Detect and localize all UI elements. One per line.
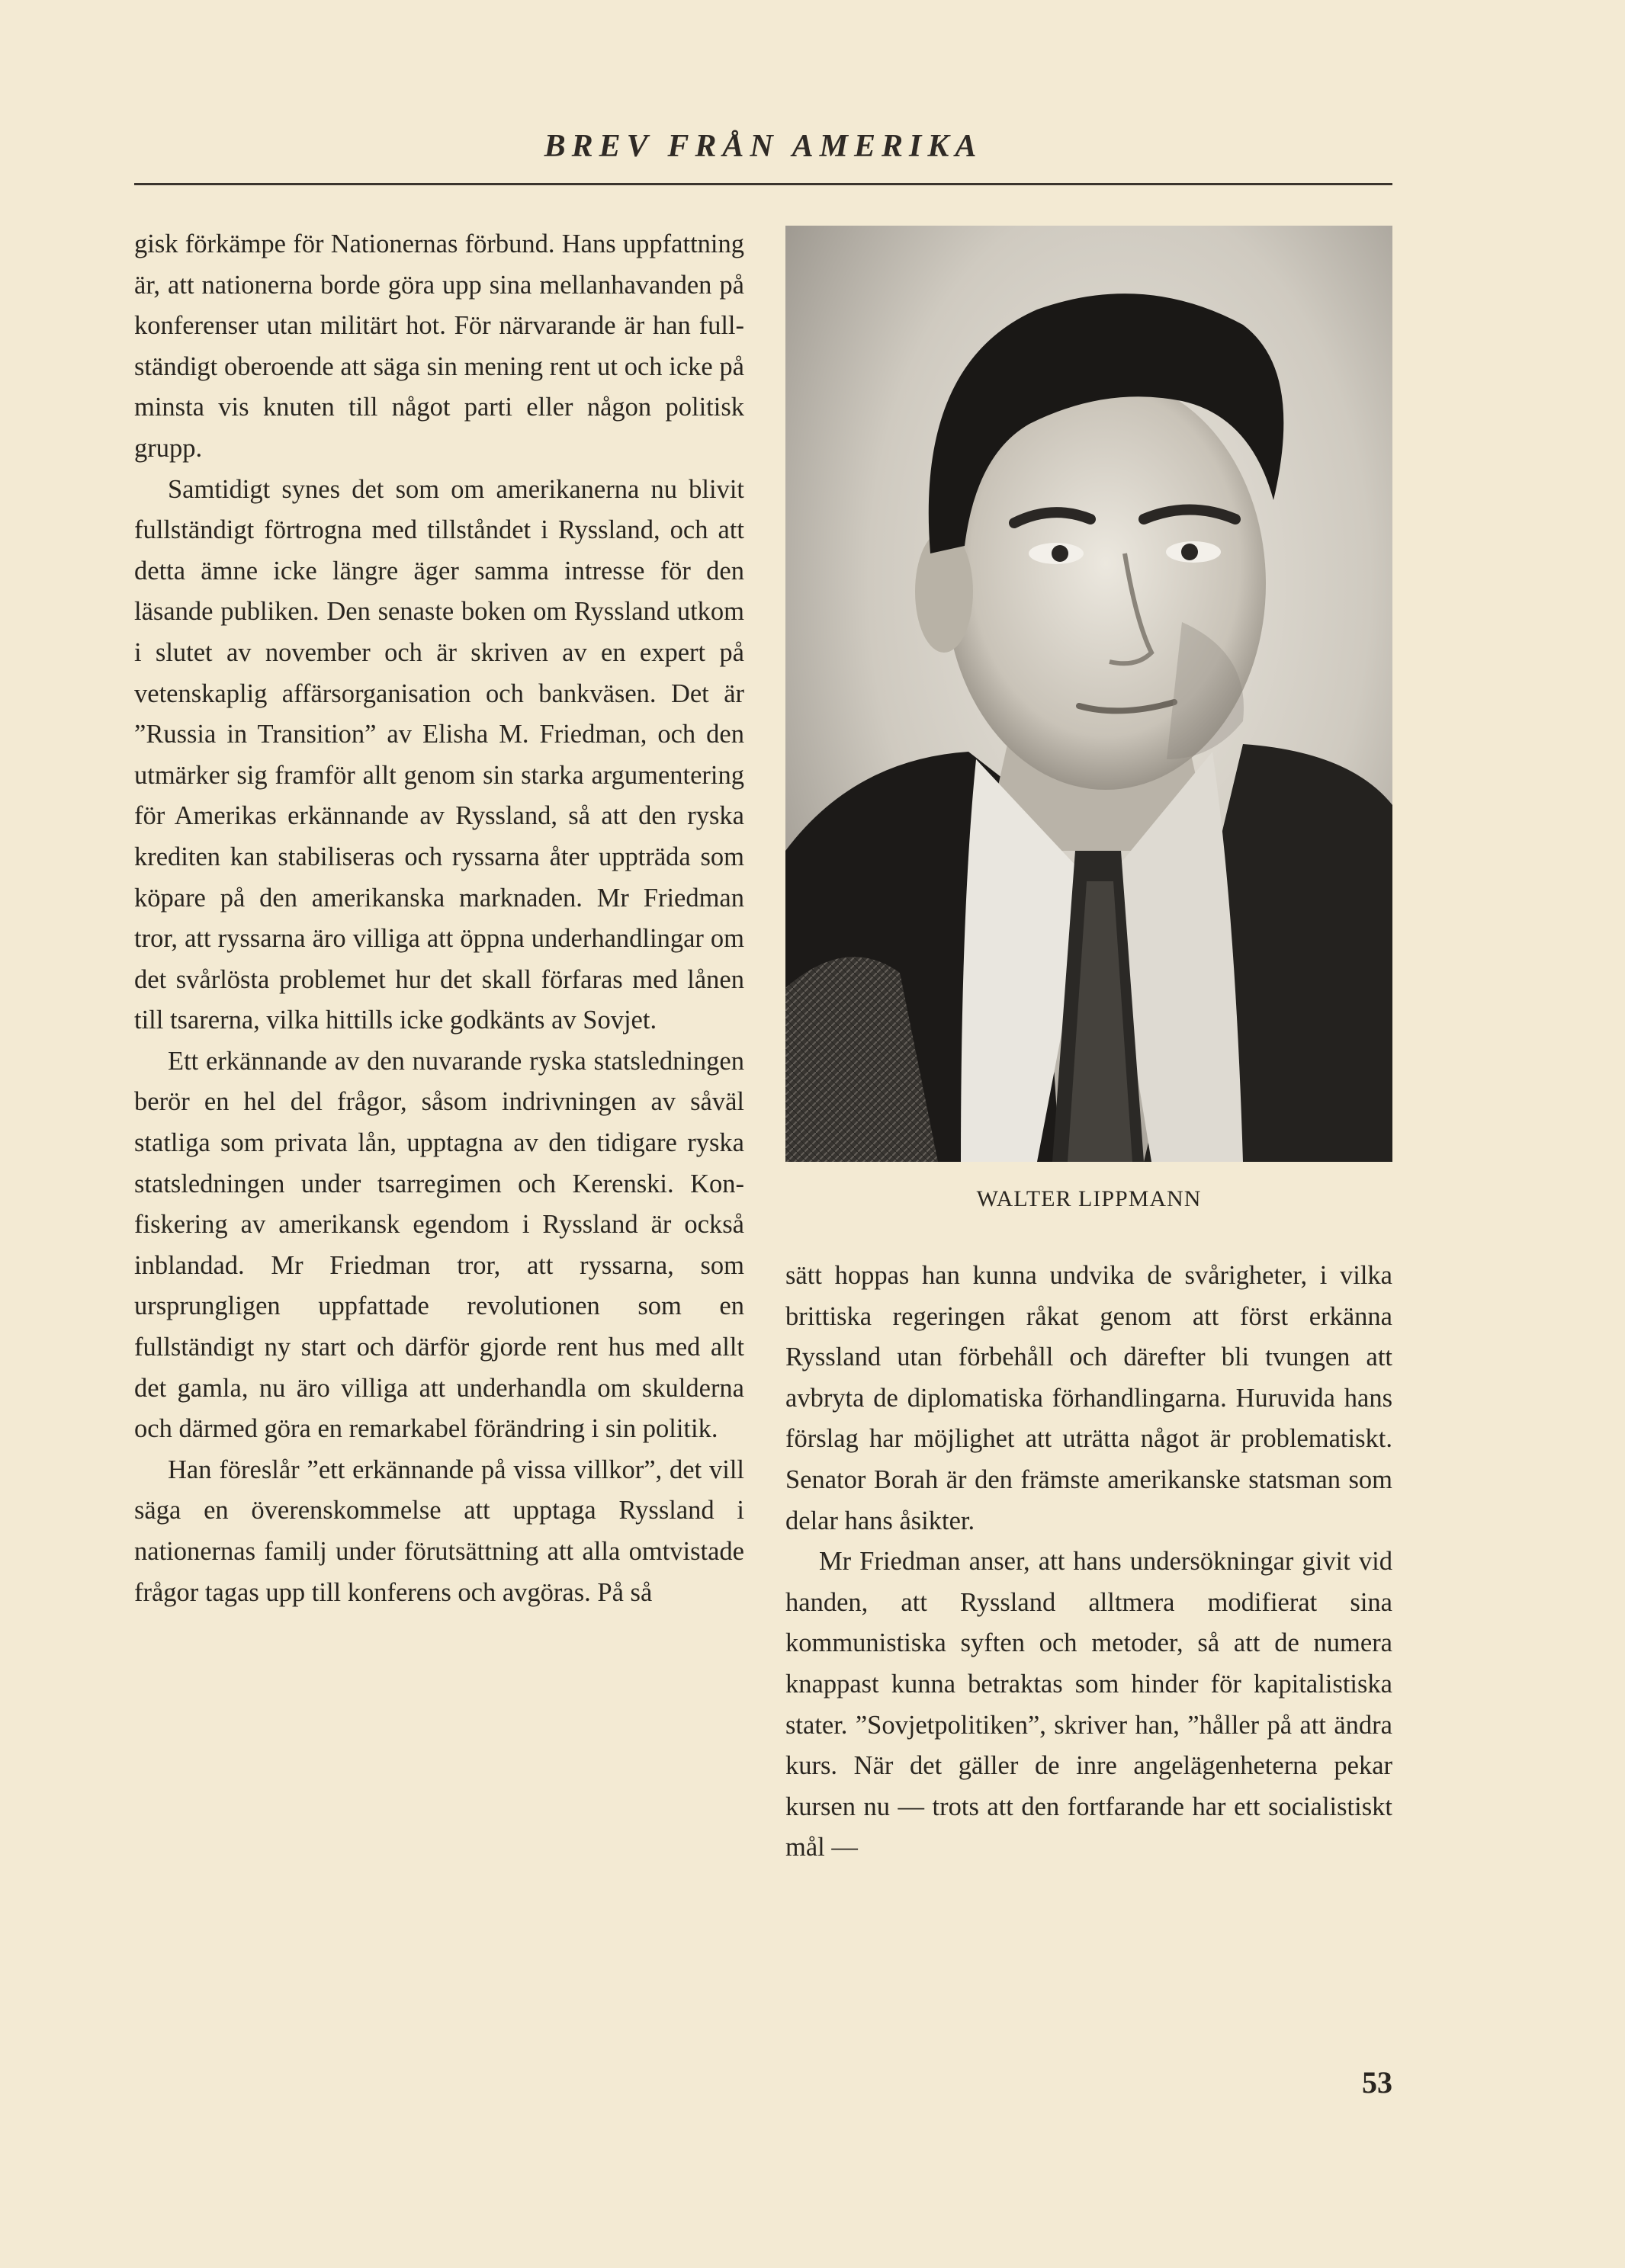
- paragraph: Samtidigt synes det som om amerikanerna nu blivit fullständigt förtrogna med tillståndet i Ryssland, och att detta ämne icke längre äger samma intresse för den läsande publiken. Den senaste boken om Ryssland utkom i slutet av november och är skriven av en expert på vetenskaplig affärsorganisation och bankväsen. Det är ”Russia in Transition” av Elisha M. Friedman, och den utmärker sig framför allt genom sin starka argumentering för Amerikas erkännande av Ryssland, så att den ryska krediten kan stabiliseras och ryssarna åter uppträda som köpare på den amerikanska marknaden. Mr Friedman tror, att ryssarna äro villiga att öppna underhandlingar om det svårlösta problemet hur det skall förfaras med lånen till tsarerna, vilka hittills icke godkänts av Sovjet.: [134, 474, 744, 1035]
- photo-caption: WALTER LIPPMANN: [976, 1186, 1202, 1211]
- header-rule: [134, 183, 1392, 185]
- left-column: [134, 224, 744, 1613]
- paragraph: Ett erkännande av den nuvarande ryska statsledningen berör en hel del frågor, såsom indrivningen av såväl statliga som privata lån, upptagna av den tidigare ryska statsledningen under tsarregimen och Kerenski. Konfiskering av amerikansk egendom i Ryssland är också inblandad. Mr Friedman tror, att ryssarna, som ursprungligen uppfattade revolutionen som en fullständigt ny start och därför gjorde rent hus med allt det gamla, nu äro villiga att underhandla om skulderna och därmed göra en remarkabel förändring i sin politik.: [134, 1046, 744, 1444]
- paragraph: Han föreslår ”ett erkännande på vissa villkor”, det vill säga en överenskommelse att upptaga Ryssland i nationernas familj under förutsättning att alla omtvistade frågor tagas upp till konferens och avgöras. På så: [134, 1455, 744, 1607]
- portrait-photo: [785, 226, 1392, 1162]
- page-number: 53: [1362, 2065, 1392, 2100]
- portrait-illustration: [785, 226, 1392, 1162]
- paragraph: gisk förkämpe för Nationernas förbund. Hans uppfattning är, att nationerna borde göra upp sina mellanhavanden på konferenser utan militärt hot. För närvarande är han fullständigt oberoende att säga sin mening rent ut och icke på minsta vis knuten till något parti eller någon politisk grupp.: [134, 229, 744, 463]
- paragraph: sätt hoppas han kunna undvika de svårigheter, i vilka brittiska regeringen råkat genom att först erkänna Ryssland utan förbehåll och därefter bli tvungen att avbryta de diplomatiska förhandlingarna. Huruvida hans förslag har möjlighet att uträtta något är problematiskt. Senator Borah är den främste amerikanske statsman som delar hans åsikter.: [785, 1261, 1392, 1535]
- right-column: [785, 1256, 1392, 1869]
- running-title: BREV FRÅN AMERIKA: [544, 129, 983, 164]
- paragraph: Mr Friedman anser, att hans undersökningar givit vid handen, att Ryssland alltmera modifierat sina kommunistiska syften och metoder, så att de numera knappast kunna betraktas som hinder för kapitalistiska stater. ”Sovjetpolitiken”, skriver han, ”håller på att ändra kurs. När det gäller de inre angelägenheterna pekar kursen nu — trots att den fortfarande har ett socialistiskt mål —: [785, 1547, 1392, 1862]
